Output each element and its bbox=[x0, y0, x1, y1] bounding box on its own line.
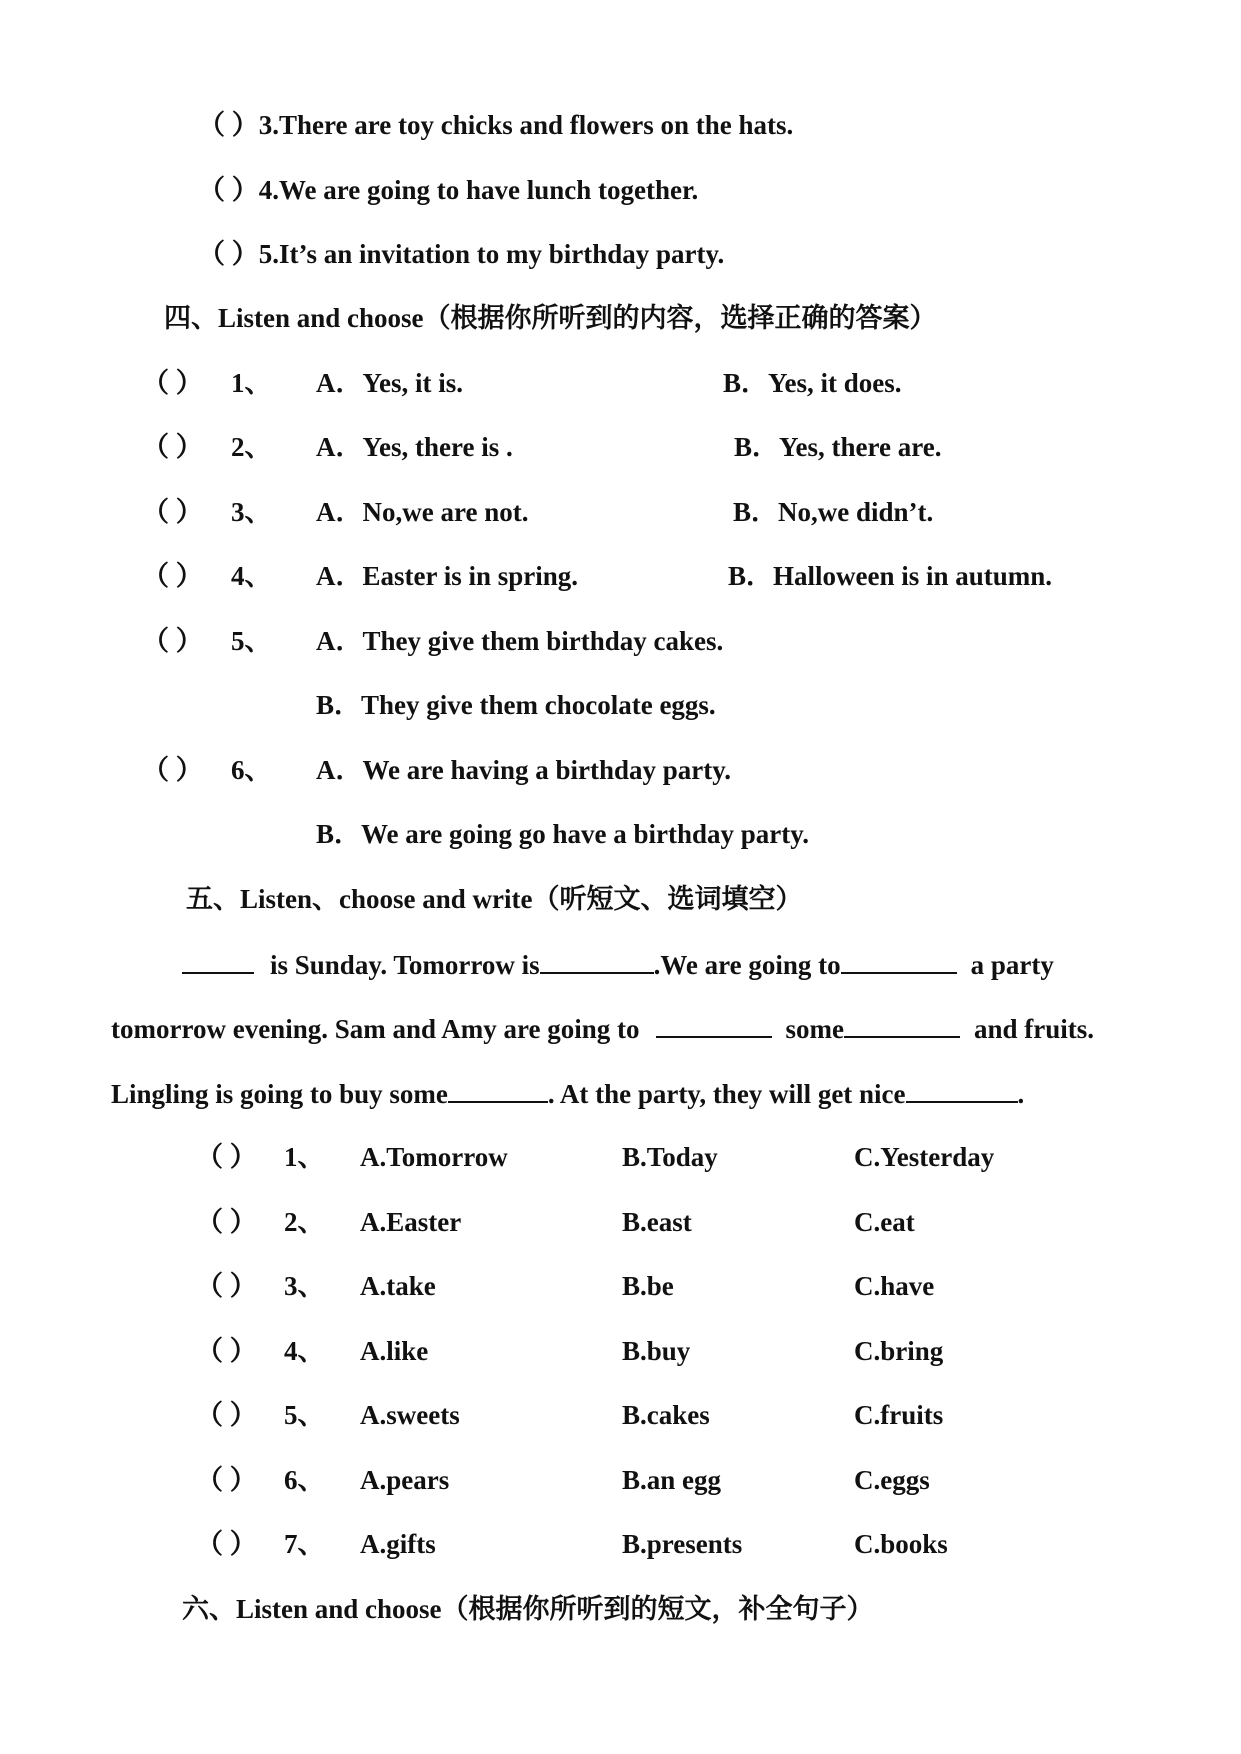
option-b: B．Yes, it does. bbox=[723, 368, 902, 398]
item-number: 3、 bbox=[231, 497, 272, 527]
option-b: B．We are going go have a birthday party. bbox=[316, 819, 810, 849]
item-text: 3.There are toy chicks and flowers on the hats. bbox=[258, 110, 794, 140]
passage-text: a party bbox=[970, 950, 1054, 980]
option-c: C.books bbox=[854, 1529, 948, 1559]
section5-heading: 五、Listen、choose and write（听短文、选词填空） bbox=[186, 884, 803, 914]
passage-text: and fruits. bbox=[973, 1014, 1095, 1044]
item-number: 1、 bbox=[284, 1142, 325, 1172]
answer-paren[interactable]: （ ） bbox=[196, 1207, 257, 1237]
answer-paren[interactable]: （ ） bbox=[142, 755, 203, 785]
item-number: 3、 bbox=[284, 1271, 325, 1301]
blank-6[interactable] bbox=[448, 1075, 548, 1103]
blank-4[interactable] bbox=[656, 1010, 772, 1038]
item-number: 2、 bbox=[231, 432, 272, 462]
option-a: A.pears bbox=[360, 1465, 450, 1495]
passage-line-3 bbox=[111, 1075, 1024, 1112]
s3-item-4 bbox=[198, 172, 698, 208]
option-c: C.eggs bbox=[854, 1465, 930, 1495]
item-number: 2、 bbox=[284, 1207, 325, 1237]
option-a: A．No,we are not. bbox=[316, 497, 529, 527]
option-a: A．Yes, there is . bbox=[316, 432, 513, 462]
item-number: 4、 bbox=[284, 1336, 325, 1366]
item-number: 7、 bbox=[284, 1529, 325, 1559]
option-c: C.eat bbox=[854, 1207, 915, 1237]
passage-text: Lingling is going to buy some bbox=[111, 1079, 448, 1109]
item-number: 6、 bbox=[284, 1465, 325, 1495]
answer-paren[interactable]: （ ） bbox=[198, 175, 259, 205]
answer-paren[interactable]: （ ） bbox=[142, 561, 203, 591]
blank-3[interactable] bbox=[841, 946, 957, 974]
option-a: A.gifts bbox=[360, 1529, 436, 1559]
answer-paren[interactable]: （ ） bbox=[142, 626, 203, 656]
option-b: B.buy bbox=[622, 1336, 691, 1366]
option-b: B.Today bbox=[622, 1142, 718, 1172]
option-c: C.bring bbox=[854, 1336, 944, 1366]
option-a: A．We are having a birthday party. bbox=[316, 755, 732, 785]
option-a: A．They give them birthday cakes. bbox=[316, 626, 724, 656]
item-number: 5、 bbox=[284, 1400, 325, 1430]
option-b: B．Halloween is in autumn. bbox=[728, 561, 1053, 591]
blank-7[interactable] bbox=[906, 1075, 1018, 1103]
s3-item-5 bbox=[198, 236, 724, 272]
option-a: A.Easter bbox=[360, 1207, 462, 1237]
passage-text: . bbox=[1017, 1079, 1025, 1109]
passage-text: some bbox=[785, 1014, 844, 1044]
option-c: C.have bbox=[854, 1271, 935, 1301]
section4-heading: 四、Listen and choose（根据你所听到的内容，选择正确的答案） bbox=[164, 303, 937, 333]
option-a: A.sweets bbox=[360, 1400, 460, 1430]
option-b: B.an egg bbox=[622, 1465, 722, 1495]
item-number: 5、 bbox=[231, 626, 272, 656]
option-a: A．Yes, it is. bbox=[316, 368, 463, 398]
passage-text: . At the party, they will get nice bbox=[547, 1079, 906, 1109]
blank-5[interactable] bbox=[844, 1010, 960, 1038]
answer-paren[interactable]: （ ） bbox=[142, 432, 203, 462]
item-text: 5.It’s an invitation to my birthday party. bbox=[258, 239, 725, 269]
option-b: B.be bbox=[622, 1271, 674, 1301]
answer-paren[interactable]: （ ） bbox=[142, 497, 203, 527]
answer-paren[interactable]: （ ） bbox=[196, 1465, 257, 1495]
answer-paren[interactable]: （ ） bbox=[196, 1400, 257, 1430]
passage-text: tomorrow evening. Sam and Amy are going to bbox=[111, 1014, 640, 1044]
item-number: 6、 bbox=[231, 755, 272, 785]
answer-paren[interactable]: （ ） bbox=[196, 1271, 257, 1301]
option-a: A.Tomorrow bbox=[360, 1142, 508, 1172]
option-a: A．Easter is in spring. bbox=[316, 561, 579, 591]
answer-paren[interactable]: （ ） bbox=[196, 1142, 257, 1172]
blank-1[interactable] bbox=[182, 946, 254, 974]
option-b: B.east bbox=[622, 1207, 692, 1237]
answer-paren[interactable]: （ ） bbox=[198, 110, 259, 140]
s3-item-3 bbox=[198, 107, 793, 143]
blank-2[interactable] bbox=[540, 946, 654, 974]
option-c: C.fruits bbox=[854, 1400, 944, 1430]
answer-paren[interactable]: （ ） bbox=[196, 1529, 257, 1559]
answer-paren[interactable]: （ ） bbox=[142, 368, 203, 398]
option-b: B．No,we didn’t. bbox=[733, 497, 934, 527]
option-b: B.cakes bbox=[622, 1400, 710, 1430]
option-a: A.take bbox=[360, 1271, 436, 1301]
option-a: A.like bbox=[360, 1336, 429, 1366]
passage-line-1 bbox=[182, 946, 1054, 983]
passage-text: .We are going to bbox=[653, 950, 841, 980]
option-b: B．They give them chocolate eggs. bbox=[316, 690, 716, 720]
item-number: 4、 bbox=[231, 561, 272, 591]
item-text: 4.We are going to have lunch together. bbox=[258, 175, 699, 205]
option-b: B．Yes, there are. bbox=[734, 432, 942, 462]
answer-paren[interactable]: （ ） bbox=[196, 1336, 257, 1366]
item-number: 1、 bbox=[231, 368, 272, 398]
passage-line-2 bbox=[111, 1010, 1094, 1047]
answer-paren[interactable]: （ ） bbox=[198, 239, 259, 269]
option-b: B.presents bbox=[622, 1529, 743, 1559]
passage-text: is Sunday. Tomorrow is bbox=[270, 950, 540, 980]
section6-heading: 六、Listen and choose（根据你所听到的短文，补全句子） bbox=[182, 1594, 874, 1624]
option-c: C.Yesterday bbox=[854, 1142, 995, 1172]
